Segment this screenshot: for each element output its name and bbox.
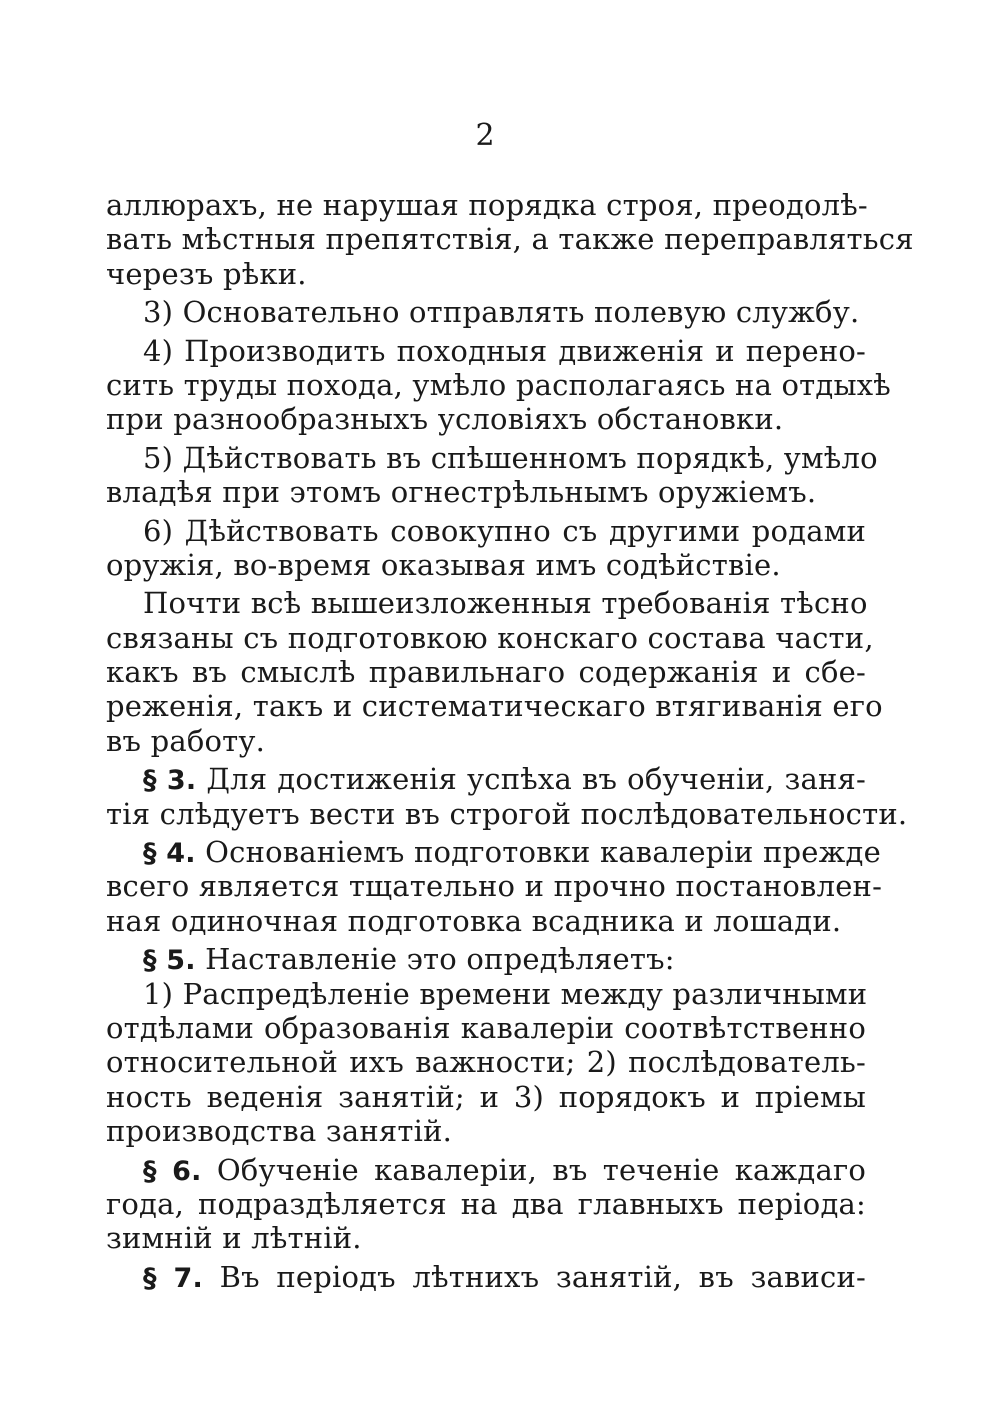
section-text: Въ періодъ лѣтнихъ занятій, въ зависи- [202,1259,867,1294]
section-number: § 6. [143,1155,202,1187]
text-line: связаны съ подготовкою конскаго состава части, [106,620,874,655]
text-line: ная одиночная подготовка всадника и лошади. [106,903,842,938]
text-line: 4) Производить походныя движенія и перено- [143,333,866,368]
text-line: въ работу. [106,723,266,758]
text-line: относительной ихъ важности; 2) послѣдователь- [106,1045,866,1080]
text-line: зимній и лѣтній. [106,1221,362,1256]
body-text [106,188,914,1294]
section-number: § 5. [143,945,196,977]
text-line: производства занятій. [106,1114,453,1149]
text-line: 5) Дѣйствовать въ спѣшенномъ порядкѣ, умѣло [143,440,878,475]
section-text: Основаніемъ подготовки кавалеріи прежде [195,835,881,870]
text-line: аллюрахъ, не нарушая порядка строя, преодолѣ- [106,188,868,222]
section-text: Наставленіе это опредѣляетъ: [195,942,675,977]
text-line: оружія, во-время оказывая имъ содѣйствіе. [106,547,781,582]
text-line: всего является тщательно и прочно постановлен- [106,869,883,904]
text-line: отдѣлами образованія кавалеріи соотвѣтственно [106,1010,866,1045]
section-text: Для достиженія успѣха въ обученіи, заня- [196,762,866,797]
text-line: владѣя при этомъ огнестрѣльнымъ оружіемъ. [106,475,817,510]
text-line: сить труды похода, умѣло располагаясь на отдыхѣ [106,367,891,402]
section-line [106,762,866,796]
section-line [106,1153,866,1187]
section-number: § 7. [143,1262,203,1294]
section-number: § 4. [143,838,196,870]
text-line: черезъ рѣки. [106,256,307,291]
text-line: при разнообразныхъ условіяхъ обстановки. [106,402,784,437]
text-line: 6) Дѣйствовать совокупно съ другими родами [143,513,866,548]
section-line [106,835,881,870]
text-line: реженія, такъ и систематическаго втягиванія его [106,689,883,724]
section-line [106,1260,866,1294]
text-line: 3) Основательно отправлять полевую службу. [143,295,860,330]
text-line: года, подраздѣляется на два главныхъ періода: [106,1186,866,1221]
section-text: Обученіе кавалеріи, въ теченіе каждаго [201,1152,866,1187]
page-number: 2 [475,118,495,153]
section-line [106,942,866,976]
text-line: Почти всѣ вышеизложенныя требованія тѣсно [143,586,868,621]
text-line: ность веденія занятій; и 3) порядокъ и пріемы [106,1079,866,1114]
text-line: какъ въ смыслѣ правильнаго содержанія и сбе- [106,655,866,690]
text-line: 1) Распредѣленіе времени между различными [143,976,868,1011]
section-number: § 3. [143,765,197,797]
text-line: вать мѣстныя препятствія, а также переправляться [106,222,914,257]
text-line: тія слѣдуетъ вести въ строгой послѣдовательности. [106,796,908,831]
